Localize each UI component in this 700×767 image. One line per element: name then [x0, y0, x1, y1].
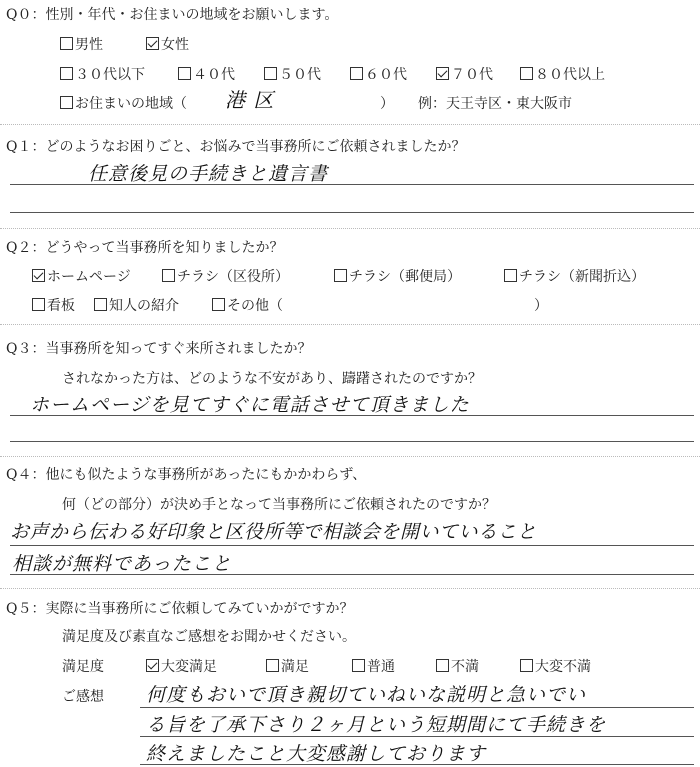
- checkbox[interactable]: [350, 67, 363, 80]
- checkbox[interactable]: [520, 659, 533, 672]
- section-divider: [0, 588, 700, 589]
- checkbox[interactable]: [60, 67, 73, 80]
- satisfaction-option-neutral[interactable]: 普通: [352, 656, 395, 676]
- q1-title: Q１：どのようなお困りごと、お悩みで当事務所にご依頼されましたか？: [6, 139, 466, 155]
- checkbox[interactable]: [264, 67, 277, 80]
- answer-line: [10, 545, 694, 546]
- source-other-close: ）: [534, 298, 548, 314]
- q5-subtitle: 満足度及び素直なご感想をお聞かせください。: [62, 629, 356, 645]
- checkbox[interactable]: [266, 659, 279, 672]
- area-label: お住まいの地域（: [75, 96, 187, 112]
- age-option-70s[interactable]: ７０代: [436, 64, 493, 84]
- source-option-signboard[interactable]: 看板: [32, 295, 75, 315]
- q4-answer-line-2[interactable]: 相談が無料であったこと: [12, 553, 232, 575]
- answer-line: [140, 764, 694, 765]
- checkbox[interactable]: [520, 67, 533, 80]
- impression-line-3[interactable]: 終えましたこと大変感謝しております: [146, 743, 487, 765]
- checkbox[interactable]: [178, 67, 191, 80]
- answer-line: [10, 415, 694, 416]
- satisfaction-option-very-satisfied[interactable]: 大変満足: [146, 656, 217, 676]
- age-option-50s[interactable]: ５０代: [264, 64, 321, 84]
- checkbox[interactable]: [504, 269, 517, 282]
- checkbox[interactable]: [32, 298, 45, 311]
- satisfaction-label: 満足度: [62, 659, 104, 675]
- q2-title: Q２：どうやって当事務所を知りましたか？: [6, 240, 284, 256]
- section-divider: [0, 456, 700, 457]
- q5-title: Q５：実際に当事務所にご依頼してみていかがですか？: [6, 601, 354, 617]
- section-divider: [0, 324, 700, 325]
- source-option-flyer-ward[interactable]: チラシ（区役所）: [162, 266, 289, 286]
- impression-line-2[interactable]: る旨を了承下さり２ヶ月という短期間にて手続きを: [146, 714, 607, 736]
- gender-option-female[interactable]: 女性: [146, 34, 189, 54]
- checkbox-checked[interactable]: [146, 659, 159, 672]
- answer-line: [10, 212, 694, 213]
- q3-answer[interactable]: ホームページを見てすぐに電話させて頂きました: [30, 394, 470, 416]
- q4-answer-line-1[interactable]: お声から伝わる好印象と区役所等で相談会を開いていること: [10, 521, 537, 543]
- checkbox[interactable]: [334, 269, 347, 282]
- q4-title: Q４：他にも似たような事務所があったにもかかわらず、: [6, 467, 367, 483]
- checkbox[interactable]: [60, 37, 73, 50]
- checkbox[interactable]: [436, 659, 449, 672]
- source-option-referral[interactable]: 知人の紹介: [94, 295, 179, 315]
- source-option-other[interactable]: その他（: [212, 295, 283, 315]
- area-example: 例：天王寺区・東大阪市: [418, 96, 572, 112]
- answer-line: [10, 184, 694, 185]
- checkbox-checked[interactable]: [436, 67, 449, 80]
- satisfaction-option-very-dissatisfied[interactable]: 大変不満: [520, 656, 591, 676]
- section-divider: [0, 228, 700, 229]
- age-option-80s-over[interactable]: ８０代以上: [520, 64, 605, 84]
- area-close: ）: [380, 96, 394, 112]
- source-option-flyer-newspaper[interactable]: チラシ（新聞折込）: [504, 266, 645, 286]
- source-option-flyer-post[interactable]: チラシ（郵便局）: [334, 266, 461, 286]
- age-option-30s-under[interactable]: ３０代以下: [60, 64, 145, 84]
- age-option-40s[interactable]: ４０代: [178, 64, 235, 84]
- answer-line: [10, 441, 694, 442]
- age-option-60s[interactable]: ６０代: [350, 64, 407, 84]
- q3-title: Q３：当事務所を知ってすぐ来所されましたか？: [6, 341, 312, 357]
- checkbox[interactable]: [212, 298, 225, 311]
- satisfaction-option-dissatisfied[interactable]: 不満: [436, 656, 479, 676]
- section-divider: [0, 124, 700, 125]
- checkbox[interactable]: [162, 269, 175, 282]
- impression-label: ご感想: [62, 689, 104, 705]
- impression-line-1[interactable]: 何度もおいで頂き親切ていねいな説明と急いでい: [146, 684, 587, 706]
- q1-answer[interactable]: 任意後見の手続きと遺言書: [88, 163, 329, 185]
- checkbox-checked[interactable]: [146, 37, 159, 50]
- q0-title: Q０：性別・年代・お住まいの地域をお願いします。: [6, 7, 339, 23]
- satisfaction-option-satisfied[interactable]: 満足: [266, 656, 309, 676]
- answer-line: [140, 707, 694, 708]
- area-answer[interactable]: 港 区: [225, 88, 275, 112]
- gender-option-male[interactable]: 男性: [60, 34, 103, 54]
- source-option-homepage[interactable]: ホームページ: [32, 266, 131, 286]
- area-row: [60, 93, 187, 113]
- checkbox[interactable]: [60, 96, 73, 109]
- q3-subtitle: されなかった方は、どのような不安があり、躊躇されたのですか？: [62, 371, 482, 387]
- checkbox[interactable]: [352, 659, 365, 672]
- q4-subtitle: 何（どの部分）が決め手となって当事務所にご依頼されたのですか？: [62, 497, 496, 513]
- answer-line: [10, 574, 694, 575]
- checkbox-checked[interactable]: [32, 269, 45, 282]
- answer-line: [140, 736, 694, 737]
- checkbox[interactable]: [94, 298, 107, 311]
